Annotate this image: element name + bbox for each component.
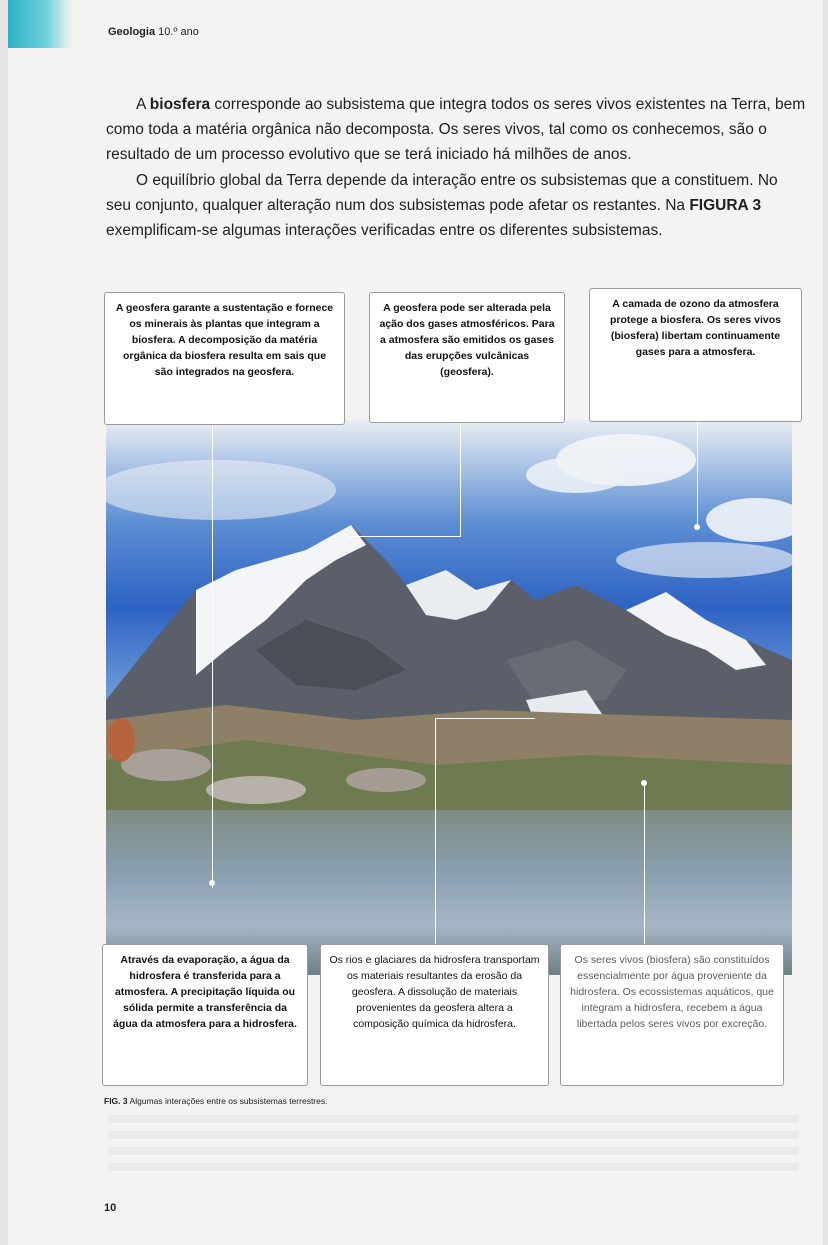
bleed-through-text [108, 1115, 798, 1175]
p2-text: exemplificam-se algumas interações verificadas entre os diferentes subsistemas. [106, 222, 663, 239]
paragraph-equilibrio [106, 168, 806, 243]
callout-hidrosfera-geosfera: Os rios e glaciares da hidrosfera transportam os materiais resultantes da erosão da geosfera. A dissolução de materiais provenientes da geosfera altera a composição química da hidrosfera. [320, 944, 549, 1086]
header-subject: Geologia [108, 26, 156, 38]
p2-figure-ref: FIGURA 3 [689, 197, 762, 214]
callout-hidrosfera-atmosfera: Através da evaporação, a água da hidrosfera é transferida para a atmosfera. A precipitação líquida ou sólida permite a transferência da água da atmosfera para a hidrosfera. [102, 944, 308, 1086]
p2-prefix: O equilíbrio global da Terra depende da interação entre os subsistemas que a constituem. No seu conjunto, qualquer alteração num dos subsistemas pode afetar os restantes. Na [106, 172, 778, 214]
p1-text: corresponde ao subsistema que integra todos os seres vivos existentes na Terra, bem como toda a matéria orgânica não decomposta. Os seres vivos, tal como os conhecemos, são o resultado de um processo evolutivo que se terá iniciado há milhões de anos. [106, 96, 806, 163]
connector-dot [694, 524, 700, 530]
caption-text: Algumas interações entre os subsistemas terrestres. [129, 1096, 328, 1106]
chapter-tab-decoration [8, 0, 72, 48]
mountain-lake-photo [106, 420, 792, 975]
callout-geosfera-atmosfera: A geosfera pode ser alterada pela ação dos gases atmosféricos. Para a atmosfera são emitidos os gases das erupções vulcânicas (geosfera). [369, 292, 565, 423]
caption-label: FIG. 3 [104, 1096, 128, 1106]
p1-term-biosfera: biosfera [149, 96, 211, 113]
connector-line [348, 536, 461, 537]
connector-line [460, 424, 461, 536]
connector-dot [209, 880, 215, 886]
callout-biosfera-hidrosfera: Os seres vivos (biosfera) são constituídos essencialmente por água proveniente da hidrosfera. Os ecossistemas aquáticos, que integram a hidrosfera, recebem a água libertada pelos seres vivos por excreção. [560, 944, 784, 1086]
callout-atmosfera-biosfera: A camada de ozono da atmosfera protege a biosfera. Os seres vivos (biosfera) libertam continuamente gases para a atmosfera. [589, 288, 802, 422]
connector-line [435, 718, 535, 719]
p1-prefix: A [136, 96, 150, 113]
header-grade: 10.º ano [158, 26, 199, 38]
figure-caption [104, 1096, 327, 1106]
connector-line [697, 422, 698, 527]
connector-line [435, 718, 436, 944]
connector-dot [641, 780, 647, 786]
page-number: 10 [104, 1202, 117, 1214]
connector-line [644, 783, 645, 944]
paragraph-biosfera [106, 92, 806, 167]
callout-geosfera-biosfera: A geosfera garante a sustentação e fornece os minerais às plantas que integram a biosfera. A decomposição da matéria orgânica da biosfera resulta em sais que são integrados na geosfera. [104, 292, 345, 425]
connector-line [212, 424, 213, 888]
running-header [108, 26, 199, 38]
